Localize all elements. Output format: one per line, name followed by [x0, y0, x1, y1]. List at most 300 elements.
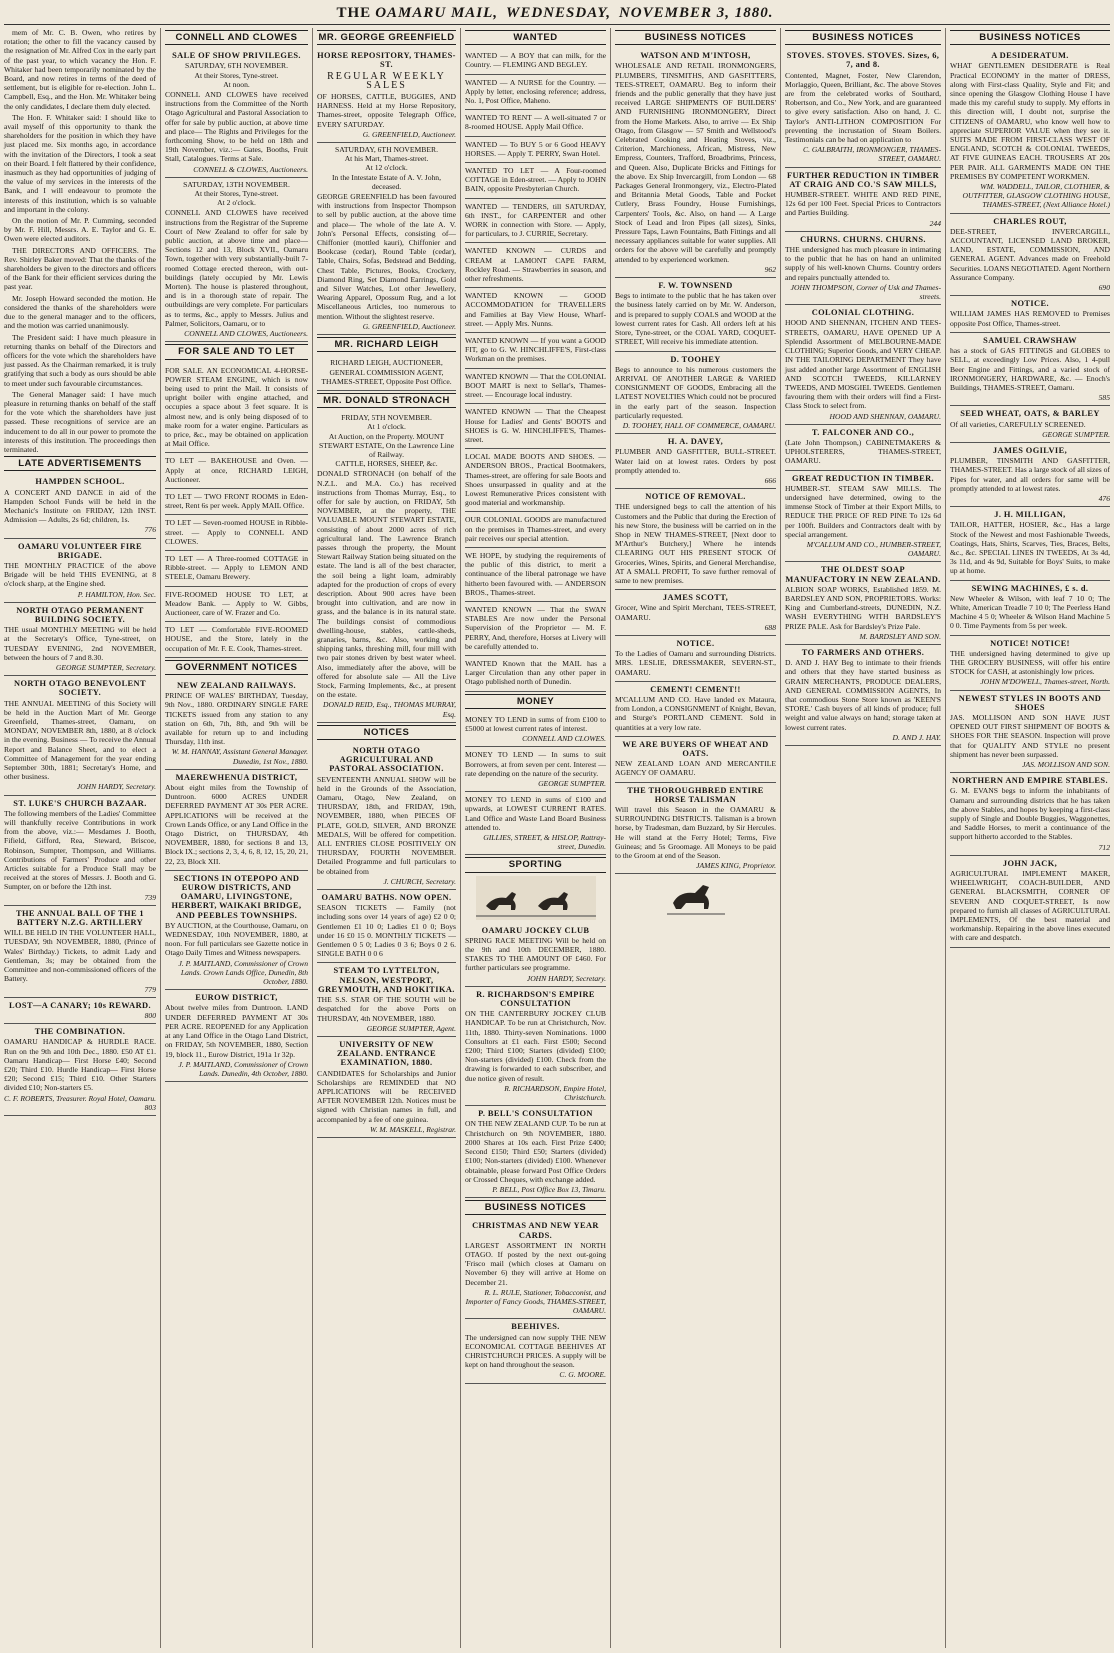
ad-body: Grocer, Wine and Spirit Merchant, TEES-STREET, OAMARU.: [615, 603, 776, 622]
for-sale-notice-text: TO LET — TWO FRONT ROOMS in Eden-street, Rent 6s per week. Apply MAIL Office.: [165, 491, 308, 511]
business-notice: [465, 1218, 606, 1319]
ad-title: HORSE REPOSITORY, THAMES-ST.: [317, 51, 456, 70]
column-7: [945, 28, 1114, 1648]
business-list: [615, 48, 776, 874]
business-notice: [615, 783, 776, 875]
ad-signature: M. BARDSLEY AND SON.: [859, 631, 941, 641]
late-advertisement: [4, 998, 156, 1024]
ad-signature: 739: [144, 892, 156, 902]
wanted-notice-text: WANTED TO LET — A Four-roomed COTTAGE in Eden-street. — Apply to JOHN BAIN, opposite Presbyterian Church.: [465, 166, 606, 194]
section-header-business: BUSINESS NOTICES: [950, 30, 1110, 45]
ad-body: DONALD STRONACH (on behalf of the N.Z.L. and M.A. Co.) has received instructions from Thomas Murray, Esq., to offer for sale by auction, on FRIDAY, 5th NOVEMBER, at the property, THE VALUABLE MOUNT STEWART ESTATE, consisting of about 2000 acres of rich agricultural land. The Lawrence Branch passes through the property, the Mount Stewart Railway Station being situated on the estate. The land is all of the best character, the soil being a light loam, admirably adapted for the production of crops of every description. About 900 acres have been brought into cultivation, and are now in grass, and the balance is in its natural state. The buildings consist of commodious dwelling-house, stables, cattle-sheds, granaries, barns, &c. Also, working and shipping tanks, threshing mill, four mill with two pair stones driven by best water wheel. Also, immediately after the above, will be offered for absolute sale — All the Live Stock, Farming Implements, &c., at present on the estate.: [317, 469, 456, 700]
ad-time: At 1 o'clock.: [367, 422, 406, 432]
ad-body: Begs to intimate to the public that he has taken over the business lately carried on by Mr. W. Anderson, and is prepared to supply COALS and WOOD at the lowest current rates for Cash. All orders left at his Store, Tyne-street, or the COAL YARD, COQUET-STREET, Will receive his immediate attention.: [615, 291, 776, 347]
wanted-notice-text: WANTED KNOWN — If you want a GOOD FIT, go to G. W. HINCHLIFFE'S, First-class Workman on the premises.: [465, 336, 606, 364]
ad-body: HOOD AND SHENNAN, ITCHEN AND TEES-STREETS, OAMARU, HAVE OPENED UP A Splendid Assortment of MELBOURNE-MADE CLOTHING; Superior Goods, and VERY CHEAP. IN THE TAILORING DEPARTMENT They have just added another large Assortment of ENGLISH AND SCOTCH TWEEDS, KILLARNEY TWEEDS, AND MOSGIEL TWEEDS. Gentlemen favouring them with their orders will find a First-Class Stock to select from.: [785, 318, 941, 411]
for-sale-notice-text: TO LET — Comfortable FIVE-ROOMED HOUSE, and the Store, lately in the occupation of Mr. F. E. Cook, Thames-street.: [165, 625, 308, 653]
business-notice: [785, 232, 941, 305]
ad-body: ON THE NEW ZEALAND CUP. To be run at Christchurch on 9th NOVEMBER, 1880. 2000 Shares at 10s each. First Prize £400; Second £150; Third £50; Starters (divided) £100; Non-starters (divided) £100. Whenever obtainable, please forward Post Office Orders or Crossed Cheques, with exchange added.: [465, 1119, 606, 1184]
ad-title: OAMARU JOCKEY CLUB: [481, 925, 590, 935]
ad-place: At his Mart, Thames-street.: [344, 154, 429, 164]
ad-title: A DESIDERATUM.: [991, 51, 1069, 61]
ad-body: CONNELL AND CLOWES have received instructions from the Registrar of the Supreme Court of New Zealand to offer for sale by public auction, at above time and place— Sections 12 and 13, Block XVII., Oamaru Town, together with very substantially-built 7-roomed Cottage erected thereon, with out-buildings (lately occupied by Mr. Lewis Morten). The house is plastered throughout, and is in a thorough state of repair. The outbuildings are very complete. For particulars as to terms, &c., apply to Messrs. Julius and Palmer, Solicitors, Oamaru, or to: [165, 208, 308, 328]
section-header-leigh: MR. RICHARD LEIGH: [317, 337, 456, 352]
ad-body: Begs to announce to his numerous customers the ARRIVAL OF ANOTHER LARGE & VARIED CONSIGNMENT OF GOODS, Embracing all the LATEST NOVELTIES Which could not be procured in the early part of the season. Inspection particularly requested.: [615, 364, 776, 420]
ad-body: SEASON TICKETS — Family (not including sons over 14 years of age) £2 0 0; Gentlemen £1 10 0; Ladies £1 0 0; Boys under 16 £0 15 0. MONTHLY TICKETS — Gentlemen 0 5 0; Ladies 0 3 6; Boys 0 2 6. SINGLE BATH 0 0 6: [317, 903, 456, 959]
for-sale-notice: [165, 587, 308, 623]
wanted-notice: [465, 110, 606, 136]
for-sale-notice: [165, 515, 308, 551]
ad-signature: R. RICHARDSON, Empire Hotel, Christchurch.: [504, 1083, 606, 1103]
ad-body: M'CALLUM AND CO. Have landed ex Mataura, from London, a CONSIGNMENT of Knight, Bevan, and Sturge's PORTLAND CEMENT. Sold in quantities at a very low rate.: [615, 695, 776, 732]
late-advertisement: [4, 474, 156, 538]
ad-signature: GEORGE SUMPTER, Secretary.: [55, 663, 156, 672]
ad-signature: J. CHURCH, Secretary.: [383, 876, 456, 886]
ad-body: THE undersigned has much pleasure in intimating to the public that he has on hand an unlimited supply of his well-known Churns. Country orders and repairs punctually attended to.: [785, 245, 941, 282]
notices-list: [317, 743, 456, 1138]
ad-title: CEMENT! CEMENT!!: [650, 684, 741, 694]
ad-body: CANDIDATES for Scholarships and Junior Scholarships are REMINDED that NO APPLICATIONS will be RECEIVED AFTER NOVEMBER 12th. Notices must be signed with Christian names in full, and accompanied by a fee of one guinea.: [317, 1068, 456, 1124]
ad-signature: J. P. MAITLAND, Commissioner of Crown Lands. Crown Lands Office, Dunedin, 8th October, 1880.: [178, 958, 308, 987]
late-advertisement: [4, 539, 156, 603]
section-header-sporting: SPORTING: [465, 857, 606, 872]
section-header-business: BUSINESS NOTICES: [615, 30, 776, 45]
wanted-notice-text: WANTED — A NURSE for the Country. — Apply by letter, enclosing reference; address, No. 1, Post Office, Maheno.: [465, 77, 606, 106]
government-notice: [165, 871, 308, 990]
wanted-notice: [465, 137, 606, 163]
ad-body: has a stock of GAS FITTINGS and GLOBES to SELL, at exceedingly Low Prices. Also, 1 4-pull Beer Engine and Fittings, and a varied stock of IRONMONGERY, HARDWARE, &c. — Enoch's Buildings, THAMES-STREET, Oamaru.: [950, 346, 1110, 392]
ad-signature: 690: [1098, 283, 1110, 293]
money-notice: [465, 747, 606, 792]
ad-signature: 712: [1098, 842, 1110, 852]
for-sale-notice: [165, 622, 308, 658]
ad-title: SEWING MACHINES, £ s. d.: [971, 583, 1089, 593]
wanted-notice-text: WANTED — A BOY that can milk, for the Country. — FLEMING AND BEGLEY.: [465, 51, 606, 70]
ad-title: CHRISTMAS AND NEW YEAR CARDS.: [472, 1221, 599, 1240]
ad-body: (Late John Thompson,) CABINETMAKERS & UPHOLSTERERS, THAMES-STREET, OAMARU.: [785, 437, 941, 466]
wanted-notice-text: WANTED TO RENT — A well-situated 7 or 8-roomed HOUSE. Apply Mail Office.: [465, 113, 606, 132]
business-notice: [950, 691, 1110, 774]
ad-title: NOTICE OF REMOVAL.: [645, 492, 746, 502]
ad-body: MONEY TO LEND in sums of £100 and upwards, at LOWEST CURRENT RATES. Land Office and Waste Land Board Business attended to.: [465, 795, 606, 832]
late-advertisement: [4, 603, 156, 676]
ad-signature: G. GREENFIELD, Auctioneer.: [362, 129, 456, 139]
ad-body: BY AUCTION, at the Courthouse, Oamaru, on WEDNESDAY, 10th NOVEMBER, 1880, at noon. For full particulars see Gazette notice in Otago Daily Times and Witness newspapers.: [165, 920, 308, 958]
ad-title: H. A. DAVEY,: [667, 437, 724, 447]
ad-body: THE S.S. STAR OF THE SOUTH will be despatched for the above Ports on THURSDAY, 4th NOVEMBER, 1880.: [317, 995, 456, 1023]
business-notice: [950, 333, 1110, 406]
ad-signature: W. M. HANNAY, Assistant General Manager. Dunedin, 1st Nov., 1880.: [171, 747, 308, 766]
ad-title: NOTICE.: [1011, 299, 1049, 309]
wanted-notice-text: WANTED KNOWN — That the COLONIAL BOOT MART is next to Sellar's, Thames-street. — Encourage local industry.: [465, 371, 606, 400]
ad-body: WILLIAM JAMES HAS REMOVED to Premises opposite Post Office, Thames-street.: [950, 309, 1110, 328]
ad-title: NORTH OTAGO PERMANENT BUILDING SOCIETY.: [16, 605, 144, 624]
ad-date: SATURDAY, 6TH NOVEMBER.: [335, 145, 438, 155]
report-paragraph: The Hon. F. Whitaker said: I should like to avail myself of this opportunity to thank the shareholders for the position in which they have just placed me. Six months ago, in accordance with the invitation of the Directors, I took a seat on their Board. I felt flattered by their confidence, inasmuch as they had opportunities of judging of the value of my services in the interests of the Bank, and I will endeavour to promote the interests of this institution, which is so valuable and important in the colony.: [4, 112, 156, 214]
wanted-notice-text: LOCAL MADE BOOTS AND SHOES. — ANDERSON BROS., Practical Bootmakers, Thames-street, are offering for sale Boots and Shoes unsurpassed in quality and at the Lowest Remunerative Prices consistent with good material and workmanship.: [465, 452, 606, 508]
ad-body: NEW ZEALAND LOAN AND MERCANTILE AGENCY OF OAMARU.: [615, 759, 776, 778]
section-header-business: BUSINESS NOTICES: [785, 30, 941, 45]
ad-signature: 800: [144, 1010, 156, 1020]
ad-signature: JOHN M'DOWELL, Thames-street, North.: [980, 677, 1110, 687]
late-advertisement: [4, 676, 156, 795]
ad-body: ALBION SOAP WORKS, Established 1859. M. BARDSLEY AND SON, PROPRIETORS. Works: King and Cumberland-streets, DUNEDIN, N.Z. WASH EVERYTHING WITH BARDSLEY'S PRIZE PALE. Ask for Bardsley's Prize Pale.: [785, 584, 941, 631]
wanted-notice: [465, 512, 606, 548]
ad-body: THE usual MONTHLY MEETING will be held at the Secretary's Office, Tyne-street, on TUESDAY EVENING, 2nd NOVEMBER, between the hours of 7 and 8.30.: [4, 625, 156, 662]
ad-signature: G. GREENFIELD, Auctioneer.: [362, 321, 456, 331]
section-header-stronach: MR. DONALD STRONACH: [317, 393, 456, 408]
ad-title: ST. LUKE'S CHURCH BAZAAR.: [13, 798, 147, 808]
ad-title: WATSON AND M'INTOSH,: [640, 51, 751, 61]
ad-body: TAILOR, HATTER, HOSIER, &c., Has a large Stock of the Newest and most Fashionable Tweeds, Coatings, Hats, Shirts, Scarves, Ties, Braces, Belts, &c., &c. SPECIAL LINES IN TWEEDS, At 3s 4d, 3s 11d, and 4s 9d, Suitable for Boys' Suits, to make up at home.: [950, 520, 1110, 576]
business-notice: [950, 48, 1110, 213]
ad-signature: HOOD AND SHENNAN, OAMARU.: [829, 411, 941, 421]
ad-time: At noon.: [223, 79, 250, 89]
ad-body: THE MONTHLY PRACTICE of the above Brigade will be held THIS EVENING, at 8 o'clock sharp, at the Engine shed.: [4, 560, 156, 589]
ad-signature: D. AND J. HAY.: [892, 732, 941, 742]
ad-signature: WM. WADDELL, TAILOR, CLOTHIER, & OUTFITTER, GLASGOW CLOTHING HOUSE, THAMES-STREET, (Next Alliance Hotel.): [962, 182, 1110, 210]
ad-body: About eight miles from the Township of Duntroon. 6000 ACRES UNDER DEFERRED PAYMENT AT 30s PER ACRE. APPLICATIONS will be received at the Crown Lands Office, or any Land Office in the Otago District, on THURSDAY, 4th NOVEMBER, 1880, for sections 8 and 13, Block IX.; sections 2, 3, 4, 6, 8, 12, 15, 20, 21, 22, 23, Block XII.: [165, 783, 308, 866]
ad-title: SECTIONS IN OTEPOPO AND EUROW DISTRICTS, AND OAMARU, LIVINGSTONE, HERBERT, WAIKAKI BRIDGE, AND PEEBLES TOWNSHIPS.: [171, 873, 302, 920]
ad-signature: CONNELL AND CLOWES.: [522, 734, 606, 744]
ad-richard-leigh: [317, 355, 456, 391]
notice: [317, 1037, 456, 1138]
ad-signature: C. G. MOORE.: [559, 1370, 606, 1380]
wanted-notice: [465, 288, 606, 333]
ad-title: NOTICE! NOTICE!: [990, 638, 1070, 648]
ad-signature: JOHN THOMPSON, Corner of Usk and Thames-streets.: [790, 282, 941, 302]
ad-signature: 776: [144, 525, 156, 535]
business-notice: [615, 434, 776, 489]
ad-title: GREAT REDUCTION IN TIMBER.: [791, 473, 935, 483]
wanted-notice: [465, 449, 606, 512]
ad-show-privileges: [165, 48, 308, 178]
ad-title: TO FARMERS AND OTHERS.: [801, 647, 925, 657]
business-notice: [615, 682, 776, 737]
sporting-notice: [465, 923, 606, 987]
masthead-day: WEDNESDAY,: [506, 4, 611, 21]
ad-title: R. RICHARDSON'S EMPIRE CONSULTATION: [476, 989, 595, 1009]
ad-mount-stewart-estate: [317, 411, 456, 723]
ad-title: J. H. MILLIGAN,: [994, 510, 1066, 520]
for-sale-notice-text: TO LET — BAKEHOUSE and Oven. — Apply at once, RICHARD LEIGH, Auctioneer.: [165, 456, 308, 484]
ad-date: SATURDAY, 13TH NOVEMBER.: [183, 179, 290, 189]
wanted-list: [465, 48, 606, 691]
ad-body: HUMBER-STREET. WHITE AND RED PINE, 12s 6d per 100 Feet. Special Prices to Contractors and Parties Building.: [785, 190, 941, 218]
ad-signature: D. TOOHEY, HALL OF COMMERCE, OAMARU.: [622, 420, 776, 430]
business-notice: [615, 352, 776, 435]
ad-signature: GILLIES, STREET, & HISLOP, Rattray-street, Dunedin.: [483, 833, 606, 852]
masthead-title: OAMARU MAIL,: [375, 4, 499, 21]
ad-title: P. BELL'S CONSULTATION: [478, 1109, 593, 1119]
ad-body: CONNELL AND CLOWES have received instructions from the Committee of the North Otago Agricultural and Pastoral Association to offer for sale by public auction, at above time and place— The Rights and Privileges for the forthcoming Show, to be held on 18th and 19th November, viz.:— Gates, Booths, Fruit Stall, Catalogues. Terms at Sale.: [165, 90, 308, 164]
ad-signature: CONNELL AND CLOWES, Auctioneers.: [184, 329, 308, 339]
ad-title: SALE OF SHOW PRIVILEGES.: [172, 51, 301, 61]
columns: [0, 28, 1114, 1648]
section-header-for-sale: FOR SALE AND TO LET: [165, 344, 308, 359]
business-notice: [785, 168, 941, 232]
ad-body: JAS. MOLLISON AND SON HAVE JUST OPENED OUT FIRST SHIPMENT OF BOOTS & SHOES FOR THE SEASON. Inspection will prove that for QUALITY AND STYLE no present shipment has never been surpassed.: [950, 713, 1110, 759]
business-notice: [615, 278, 776, 351]
ad-body: HUMBER-ST. STEAM SAW MILLS. The undersigned have determined, owing to the immense Stock of Timber at their Export Mills, to REDUCE THE PRICE OF RED PINE To 12s 6d per 100ft. Builders and Contractors dealt with by special arrangement.: [785, 483, 941, 539]
wanted-notice: [465, 602, 606, 656]
business-notice: [950, 636, 1110, 691]
ad-signature: 779: [144, 984, 156, 994]
section-header-money: MONEY: [465, 694, 606, 709]
ad-title: F. W. TOWNSEND: [658, 281, 733, 291]
masthead-date: NOVEMBER 3, 1880.: [618, 4, 774, 21]
wanted-notice-text: OUR COLONIAL GOODS are manufactured on the premises in Thames-street, and every pair receives our special attention.: [465, 515, 606, 543]
business-notice: [615, 636, 776, 682]
ad-signature: JOHN HARDY, Secretary.: [76, 782, 156, 792]
ad-title: FURTHER REDUCTION IN TIMBER AT CRAIG AND CO.'S SAW MILLS,: [786, 170, 940, 189]
for-sale-notice-text: TO LET — A Three-roomed COTTAGE in Ribble-street. — Apply to LEMON AND STEELE, Oamaru Brewery.: [165, 553, 308, 582]
ad-title: UNIVERSITY OF NEW ZEALAND. ENTRANCE EXAMINATION, 1880.: [337, 1039, 436, 1068]
ad-signature: C. GALBRAITH, IRONMONGER, THAMES-STREET, OAMARU.: [803, 145, 941, 164]
wanted-notice-text: WANTED KNOWN — That the SWAN STABLES Are now under the Personal Supervision of the Proprietor — M. F. PERRY, And, therefore, Horses at Livery will be carefully attended to.: [465, 604, 606, 651]
ad-title: OAMARU BATHS. NOW OPEN.: [321, 893, 452, 903]
money-list: [465, 712, 606, 856]
money-notice: [465, 792, 606, 855]
business-notice: [785, 562, 941, 645]
ad-signature: JAMES KING, Proprietor.: [696, 861, 776, 871]
ad-headline: REGULAR WEEKLY SALES: [327, 70, 446, 91]
wanted-notice-text: WANTED KNOWN — CURDS and CREAM at LAMONT CAPE FARM, Rockley Road. — Strawberries in season, and other refreshments.: [465, 246, 606, 284]
ad-signature: DONALD REID, Esq., THOMAS MURRAY, Esq.: [322, 700, 456, 719]
ad-subtitle: CATTLE, HORSES, SHEEP, &c.: [335, 459, 438, 469]
wanted-notice: [465, 404, 606, 449]
ad-title: LOST—A CANARY; 10s REWARD.: [9, 1000, 151, 1010]
business-notice: [785, 48, 941, 167]
wanted-notice-text: WANTED KNOWN — GOOD ACCOMMODATION for TRAVELLERS and Families at Bay View House, Wharf-street. — Apply Mrs. Nunns.: [465, 291, 606, 328]
ad-signature: R. L. RULE, Stationer, Tobacconist, and Importer of Fancy Goods, THAMES-STREET, OAMARU.: [465, 1287, 606, 1316]
ad-body: Of all varieties, CAREFULLY SCREENED.: [950, 419, 1086, 429]
ad-title: T. FALCONER AND CO.,: [811, 427, 915, 437]
wanted-notice: [465, 199, 606, 244]
column-3: [312, 28, 460, 1648]
ad-body: LARGEST ASSORTMENT IN NORTH OTAGO. If posted by the next out-going 'Frisco mail (which closes at Oamaru on November 6) they will arrive at Home on December 21.: [465, 1240, 606, 1287]
section-header-greenfield: MR. GEORGE GREENFIELD: [317, 30, 456, 45]
ad-body: DEE-STREET, INVERCARGILL, ACCOUNTANT, LICENSED LAND BROKER, LAND, ESTATE, COMMISSION, AND GENERAL AGENT. Advances made on Freehold Securities. LOANS NEGOTIATED. Agent Northern Assurance Company.: [950, 226, 1110, 282]
ad-title: NOTICE.: [676, 638, 715, 648]
wanted-notice: [465, 163, 606, 199]
column-2: [160, 28, 312, 1648]
ad-title: COLONIAL CLOTHING.: [811, 308, 915, 318]
ad-body: Will travel this Season in the OAMARU & SURROUNDING DISTRICTS. Talisman is a brown horse, by Tradesman, dam Buzzard, by Sir Hercules. He will stand at the Ferry Hotel; Terms, Five Guineas; and 5s Groomage. All Moneys to be paid to the Groom at end of the Season.: [615, 805, 776, 861]
ad-body: OF HORSES, CATTLE, BUGGIES, AND HARNESS. Held at my Horse Repository, Thames-street, opposite Telegraph Office, EVERY SATURDAY.: [317, 92, 456, 129]
ad-body: OAMARU HANDICAP & HURDLE RACE. Run on the 9th and 10th Dec., 1880. £50 AT £1. Oamaru Handicap— First Horse £40; Second £20; Third £10. Hurdle Handicap— First Horse £20; Second £15; Third £10. Other Starters divided £10; Non-starters £5.: [4, 1037, 156, 1093]
business-notice: [950, 856, 1110, 948]
ad-signature: CONNELL & CLOWES, Auctioneers.: [193, 164, 308, 174]
section-header-government: GOVERNMENT NOTICES: [165, 660, 308, 675]
wanted-notice-text: WANTED — To BUY 5 or 6 Good HEAVY HORSES. — Apply T. PERRY, Swan Hotel.: [465, 139, 606, 158]
ad-title: NEW ZEALAND RAILWAYS.: [176, 680, 297, 690]
ad-title: JOHN JACK,: [1002, 858, 1058, 868]
ad-body: GEORGE GREENFIELD has been favoured with instructions from Inspector Thompson to sell by public auction, at the above time and place— The whole of the late A. V. John's Personal Effects, consisting of— Chiffonier (mottled kauri), Chiffonier and Bookcase (cedar), Round Table (cedar), Table, Chairs, Sofas, Bedstead and Bedding, Chest Table, Pictures, Books, Crockery, Diamond Ring, Set Diamond Earrings, Gold and Silver Watches, Lot other Jewellery, Wearing Apparel, Opossum Rug, and a lot Miscellaneous Articles, too numerous to mention. Without the slightest reserve.: [317, 192, 456, 321]
government-notice: [165, 990, 308, 1082]
ad-time: At 2 o'clock.: [217, 198, 256, 208]
ad-title: THE ANNUAL BALL OF THE 1 BATTERY N.Z.G. ARTILLERY: [15, 908, 145, 928]
ad-title: CHURNS. CHURNS. CHURNS.: [800, 234, 926, 244]
for-sale-notice-text: FIVE-ROOMED HOUSE TO LET, at Meadow Bank. — Apply to W. Gibbs, Auctioneer, care of W. Frazer and Co.: [165, 589, 308, 617]
ad-supreme-court-sale: [165, 178, 308, 342]
ad-signature: GEORGE SUMPTER.: [538, 779, 606, 788]
late-advertisement: [4, 796, 156, 906]
for-sale-notice-text: TO LET — Seven-roomed HOUSE in Ribble-street. — Apply to CONNELL AND CLOWES.: [165, 518, 308, 546]
section-header-late-ads: LATE ADVERTISEMENTS: [4, 456, 156, 471]
notice: [317, 963, 456, 1036]
late-ads-list: [4, 474, 156, 1116]
wanted-notice-text: WANTED — TENDERS, till SATURDAY, 6th INST., for CARPENTER and other WORK in connection with Store. — Apply, for particulars, to J. CURRIE, Secretary.: [465, 201, 606, 239]
ad-title: MAEREWHENUA DISTRICT,: [175, 772, 298, 782]
ad-title: THE COMBINATION.: [34, 1027, 126, 1037]
notice: [317, 743, 456, 890]
ad-title: JAMES OGILVIE,: [992, 445, 1068, 455]
ad-body: SPRING RACE MEETING Will be held on the 9th and 10th DECEMBER, 1880. STAKES TO THE AMOUNT OF £460. For further particulars see programme.: [465, 935, 606, 973]
section-header-notices: NOTICES: [317, 725, 456, 740]
ad-signature: JAS. MOLLISON AND SON.: [1022, 760, 1110, 770]
sporting-list: [465, 923, 606, 1198]
ad-title: THE OLDEST SOAP MANUFACTORY IN NEW ZEALAND.: [785, 565, 941, 584]
ad-body: New Wheeler & Wilson, with leaf 7 10 0; The White, American Treadle 7 10 0; The Peerless Hand Machine 4 5 0; Wheeler & Wilson Hand Machine 5 0 0. Time Payments from 5s per week.: [950, 593, 1110, 631]
ad-signature: 244: [929, 218, 941, 228]
business-notice: [950, 773, 1110, 856]
ad-body: ON THE CANTERBURY JOCKEY CLUB HANDICAP. To be run at Christchurch, Nov. 11th, 1880. Thirty-seven Nominations. 1000 Consultors at £1 each. First £500; Second £200; Third £100; Starters (divided) £100; Non-starters (divided) £100. Check from the drawing is forwarded to each subscriber, and due notice given of result.: [465, 1009, 606, 1083]
ad-title: CHARLES ROUT,: [993, 216, 1067, 226]
ad-title: WE ARE BUYERS OF WHEAT AND OATS.: [622, 739, 769, 759]
ad-date: SATURDAY, 6TH NOVEMBER.: [185, 61, 288, 71]
ad-horse-repository: [317, 48, 456, 143]
ad-body: To the Ladies of Oamaru and surrounding Districts. MRS. LESLIE, DRESSMAKER, SEVERN-ST., OAMARU.: [615, 649, 776, 677]
for-sale-notice: [165, 363, 308, 454]
business-notice: [785, 305, 941, 424]
business-notice: [950, 296, 1110, 333]
wanted-notice: [465, 243, 606, 288]
ad-body: PRINCE OF WALES' BIRTHDAY, Tuesday, 9th Nov., 1880. ORDINARY SINGLE FARE TICKETS issued from any station to any station on 6th, 7th, 8th, and 9th will be available for return up to and including Thursday, 11th inst.: [165, 691, 308, 747]
business-notice: [785, 425, 941, 471]
ad-title: EUROW DISTRICT,: [195, 993, 278, 1003]
ad-body: PLUMBER AND GASFITTER, BULL-STREET. Water laid on at lowest rates. Orders by post promptly attended to.: [615, 447, 776, 475]
column-1: [0, 28, 160, 1648]
masthead-rule: [4, 24, 1110, 25]
for-sale-notice: [165, 489, 308, 515]
business-notice: [615, 48, 776, 278]
column-5: [610, 28, 780, 1648]
business-notice: [950, 443, 1110, 507]
for-sale-notice: [165, 551, 308, 587]
business-list: [950, 48, 1110, 947]
ad-signature: GEORGE SUMPTER, Agent.: [366, 1023, 456, 1033]
for-sale-notice: [165, 453, 308, 489]
ad-body: The following members of the Ladies' Committee will thankfully receive Contributions in work from the above, viz.:— Mesdames J. Booth, Fifield, Gifford, Rea, Steward, Briscoe, Robinson, Sumpter, Thompson, and Williams. Contributions of Farmers' Produce and other Articles suitable for a Produce Stall may be received at the stores of Messrs. J. Booth and G. Sumpter, on or before the 12th inst.: [4, 808, 156, 892]
ad-body: RICHARD LEIGH, AUCTIONEER, GENERAL COMMISSION AGENT, THAMES-STREET, Opposite Post Office.: [321, 358, 452, 386]
notice: [317, 890, 456, 963]
business-notice: [950, 581, 1110, 636]
report-paragraph: mem of Mr. C. B. Owen, who retires by rotation; the other to fill the vacancy caused by the resignation of Mr. Alfred Cox in the early part of the past year, to which vacancy the Hon. F. Whitaker had been temporarily nominated by the Board, and now retires in terms of the deed of settlement, but is eligible for re-election. John L. Campbell, Esq., and the Hon. Mr. Whitaker being the only candidates, I declare them duly elected.: [4, 28, 156, 111]
business-notice: [465, 1319, 606, 1383]
ad-title: NEWEST STYLES IN BOOTS AND SHOES: [958, 693, 1102, 712]
ad-time: At 12 o'clock.: [365, 163, 408, 173]
wanted-notice: [465, 48, 606, 74]
ad-signature: W. M. MASKELL, Registrar.: [370, 1124, 456, 1134]
sporting-notice: [465, 1106, 606, 1198]
money-notice: [465, 712, 606, 748]
ad-intestate-estate: [317, 143, 456, 335]
wanted-notice: [465, 75, 606, 111]
government-notice: [165, 678, 308, 770]
meeting-report: [4, 28, 156, 454]
ad-body: A CONCERT AND DANCE in aid of the Hampden School Funds will be held in the Mechanic's Institute on FRIDAY, 12th INST. Admission — Adults, 2s 6d; children, 1s.: [4, 487, 156, 525]
wanted-notice-text: WANTED KNOWN — That the Cheapest House for Ladies' and Gents' BOOTS and SHOES is G. W. HINCHLIFFE'S, Thames-street.: [465, 407, 606, 444]
wanted-notice: [465, 369, 606, 405]
ad-subtitle: In the Intestate Estate of A. V. John, deceased.: [332, 172, 441, 191]
report-paragraph: The General Manager said: I have much pleasure in returning thanks on behalf of the staff for the vote which the shareholders have just passed. These recognitions of service are an inducement to do all in our power to promote the interests of this institution. The proceedings then terminated.: [4, 389, 156, 454]
wanted-notice: [465, 333, 606, 369]
ad-signature: C. F. ROBERTS, Treasurer. Royal Hotel, Oamaru. 803: [4, 1093, 157, 1112]
section-header-wanted: WANTED: [465, 30, 606, 45]
ad-title: NORTH OTAGO AGRICULTURAL AND PASTORAL ASSOCIATION.: [329, 746, 444, 774]
ad-title: NORTHERN AND EMPIRE STABLES.: [952, 776, 1108, 786]
government-notices-list: [165, 678, 308, 1082]
ad-body: The undersigned can now supply THE NEW ECONOMICAL COTTAGE BEEHIVES AT CHRISTCHURCH PRICES. A supply will be kept on hand throughout the season.: [465, 1332, 606, 1370]
ad-title: STOVES. STOVES. STOVES. Sizes, 6, 7, and 8.: [786, 51, 940, 70]
business-notice: [785, 471, 941, 563]
wanted-notice: [465, 656, 606, 692]
ad-place: At their Stores, Tyne-street.: [194, 70, 279, 80]
ad-body: G. M. EVANS begs to inform the inhabitants of Oamaru and surrounding districts that he has taken the above Stables, and hopes by keeping a first-class supply of Single and Double Buggies, Waggonettes, and Saddle Horses, to merit a continuance of the support hitherto accorded to the Stables.: [950, 786, 1110, 842]
late-advertisement: [4, 1024, 156, 1116]
business-notice: [950, 406, 1110, 443]
ad-title: SEED WHEAT, OATS, & BARLEY: [960, 409, 1100, 419]
ad-signature: 666: [764, 475, 776, 485]
section-header-connell-clowes: CONNELL AND CLOWES: [165, 30, 308, 45]
ad-body: MONEY TO LEND in sums of from £100 to £5000 at lowest current rates of interest.: [465, 714, 606, 733]
report-paragraph: THE DIRECTORS AND OFFICERS. The Rev. Shirley Baker moved: That the thanks of the shareholders be given to the directors and officers of the Bank for their efficient services during the past year.: [4, 245, 156, 292]
ad-title: JAMES SCOTT,: [662, 593, 729, 603]
section-header-business: BUSINESS NOTICES: [465, 1200, 606, 1215]
column-6: [780, 28, 945, 1648]
horse-illustration: [665, 877, 727, 917]
business-notice: [615, 590, 776, 636]
ad-place: At Auction, on the Property. MOUNT STEWART ESTATE, On the Lawrence Line of Railway.: [318, 431, 455, 459]
ad-title: SAMUEL CRAWSHAW: [983, 335, 1077, 345]
ad-place: At their Stores, Tyne-street.: [194, 189, 279, 199]
ad-body: WILL BE HELD IN THE VOLUNTEER HALL, TUESDAY, 9th NOVEMBER, 1880, (Prince of Wales' Birthday.) Tickets, to admit Lady and Gentleman, 3s; may be obtained from the Committee and non-commissioned officers of the Battery.: [4, 928, 156, 984]
ad-signature: P. BELL, Post Office Box 13, Timaru.: [492, 1184, 606, 1194]
government-notice: [165, 770, 308, 871]
report-paragraph: On the motion of Mr. P. Cumming, seconded by Mr. F. Hill, Messrs. A. E. Taylor and G. E. Owen were elected auditors.: [4, 216, 156, 244]
masthead: [0, 2, 1114, 24]
report-paragraph: The President said: I have much pleasure in returning thanks on behalf of the Directors and officers for the vote which the shareholders have just passed. As the Chairman remarked, it is truly gratifying that such a body as ours should be able to meet under such favourable circumstances.: [4, 332, 156, 388]
ad-signature: M'CALLUM AND CO., HUMBER-STREET, OAMARU.: [806, 539, 941, 559]
ad-signature: J. P. MAITLAND, Commissioner of Crown Lands. Dunedin, 4th October, 1880.: [178, 1059, 308, 1078]
ad-signature: GEORGE SUMPTER.: [1042, 429, 1110, 439]
ad-body: PLUMBER, TINSMITH AND GASFITTER, THAMES-STREET. Has a large stock of all sizes of Pipes for water, and all orders for same will be promptly attended to at lowest rates.: [950, 456, 1110, 493]
ad-body: About twelve miles from Duntroon. LAND UNDER DEFERRED PAYMENT AT 30s PER ACRE. REOPENED for any Application at any Land Office in the Otago Land District, on FRIDAY, 5th NOVEMBER, 1880, Section 19, block 11., Eurow District, 191a 1r 32p.: [165, 1003, 308, 1059]
column-4: [460, 28, 610, 1648]
ad-title: HAMPDEN SCHOOL.: [35, 477, 125, 487]
horse-race-illustration: [476, 876, 596, 920]
ad-body: AGRICULTURAL IMPLEMENT MAKER, WHEELWRIGHT, COACH-BUILDER, AND GENERAL BLACKSMITH, CORNER OF SEVERN AND COQUET-STREET, Is now prepared to furnish all classes of AGRICULTURAL IMPLEMENTS, Of the best material and workmanship. Repairing in the above lines executed with care and despatch.: [950, 869, 1110, 943]
ad-title: D. TOOHEY: [670, 354, 721, 364]
ad-title: NORTH OTAGO BENEVOLENT SOCIETY.: [14, 679, 146, 698]
ad-signature: 476: [1098, 493, 1110, 503]
ad-signature: P. HAMILTON, Hon. Sec.: [77, 589, 156, 599]
for-sale-list: [165, 363, 308, 658]
ad-body: D. AND J. HAY Beg to intimate to their friends and others that they have started business as GRAIN MERCHANTS, PRODUCE DEALERS, AND GENERAL COMMISSION AGENTS, In that commodious Stone Store known as 'KEEN'S STORE.' Cash buyers of all kinds of produce; full weight and value always on hand; storage taken at lowest current rates.: [785, 658, 941, 732]
business-notice: [950, 214, 1110, 297]
ad-title: BEEHIVES.: [511, 1322, 560, 1332]
